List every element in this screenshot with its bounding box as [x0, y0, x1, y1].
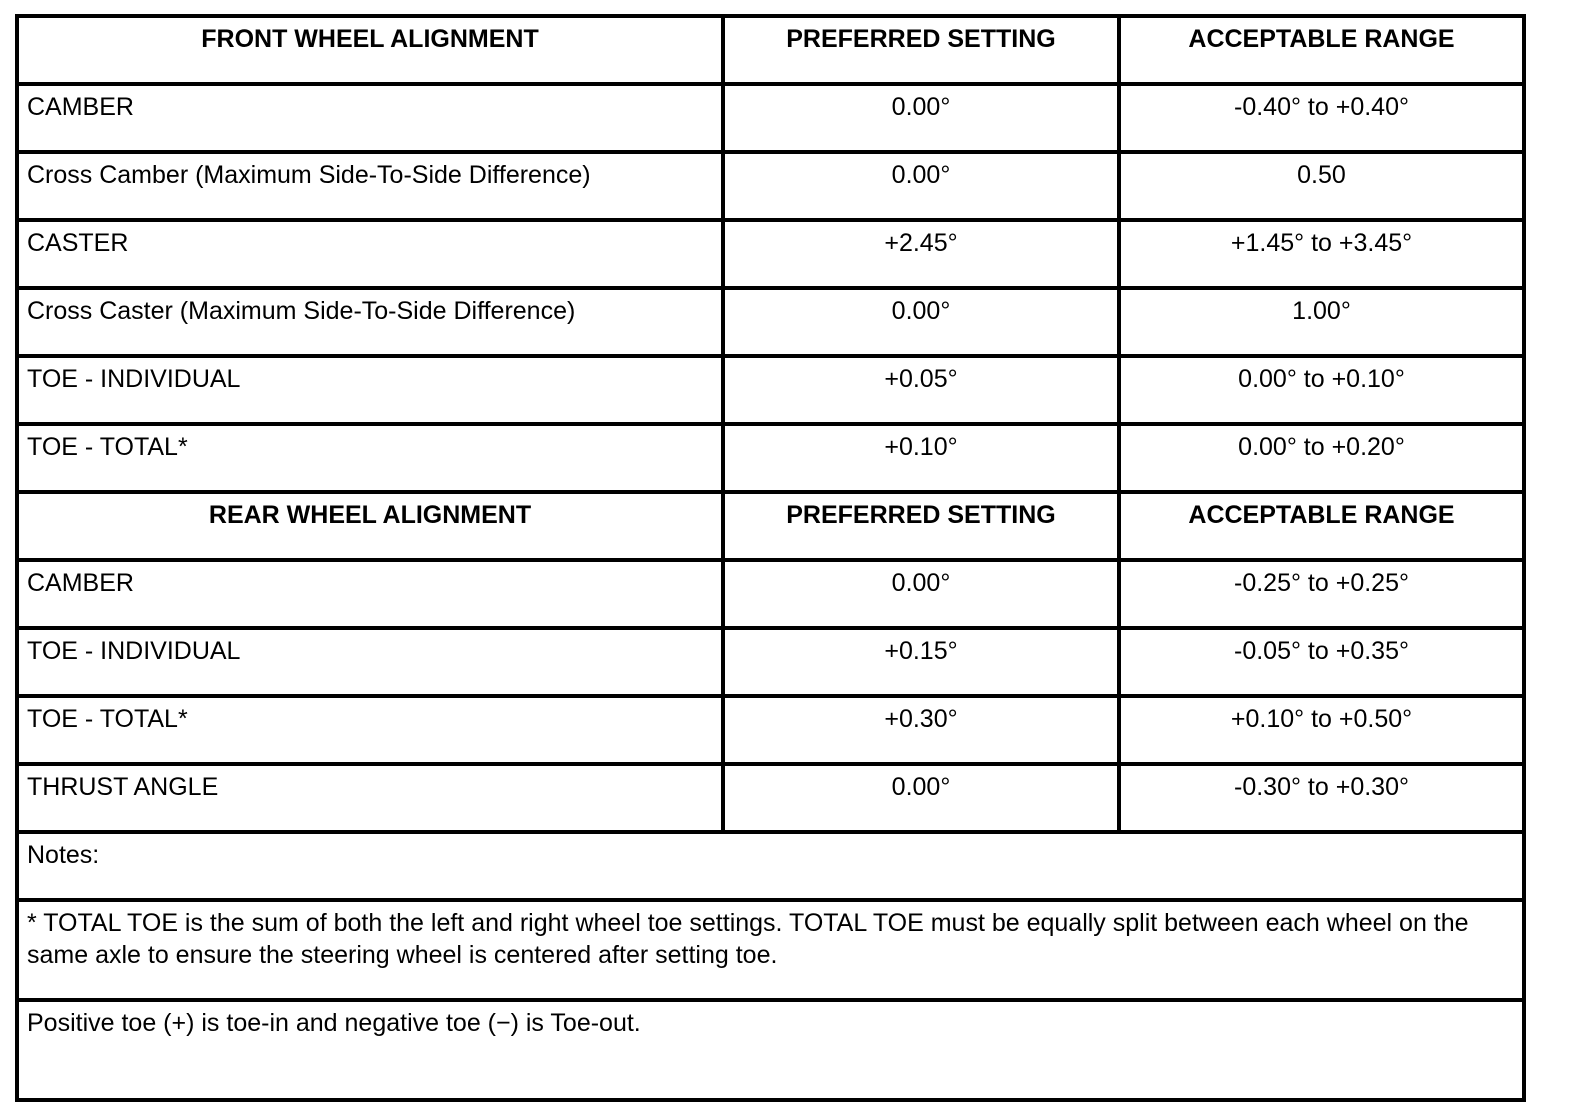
table-row [17, 152, 1524, 220]
spec-label: THRUST ANGLE [17, 764, 723, 832]
range-value: 0.00° to +0.20° [1119, 424, 1524, 492]
rear-header-row [17, 492, 1524, 560]
table-row [17, 764, 1524, 832]
spec-label: CASTER [17, 220, 723, 288]
range-value: +0.10° to +0.50° [1119, 696, 1524, 764]
toe-sign-note-row [17, 1000, 1524, 1100]
range-value: -0.05° to +0.35° [1119, 628, 1524, 696]
rear-preferred-header: PREFERRED SETTING [723, 492, 1119, 560]
table-row [17, 424, 1524, 492]
preferred-value: 0.00° [723, 288, 1119, 356]
range-value: -0.25° to +0.25° [1119, 560, 1524, 628]
total-toe-note: * TOTAL TOE is the sum of both the left and right wheel toe settings. TOTAL TOE must be equally split between each wheel on the same axle to ensure the steering wheel is centered after setting toe. [17, 900, 1524, 1000]
table-row [17, 220, 1524, 288]
preferred-value: +0.15° [723, 628, 1119, 696]
preferred-value: +0.30° [723, 696, 1119, 764]
preferred-value: 0.00° [723, 152, 1119, 220]
preferred-value: +2.45° [723, 220, 1119, 288]
table-row [17, 84, 1524, 152]
range-value: +1.45° to +3.45° [1119, 220, 1524, 288]
notes-label: Notes: [17, 832, 1524, 900]
range-value: 0.00° to +0.10° [1119, 356, 1524, 424]
rear-title-header: REAR WHEEL ALIGNMENT [17, 492, 723, 560]
table-row [17, 696, 1524, 764]
table-row [17, 288, 1524, 356]
preferred-value: 0.00° [723, 560, 1119, 628]
spec-label: TOE - TOTAL* [17, 696, 723, 764]
spec-label: TOE - INDIVIDUAL [17, 628, 723, 696]
spec-label: CAMBER [17, 560, 723, 628]
front-header-row [17, 16, 1524, 84]
preferred-value: 0.00° [723, 764, 1119, 832]
spec-label: Cross Caster (Maximum Side-To-Side Difference) [17, 288, 723, 356]
spec-label: TOE - TOTAL* [17, 424, 723, 492]
toe-sign-note: Positive toe (+) is toe-in and negative toe (−) is Toe-out. [17, 1000, 1524, 1100]
spec-label: Cross Camber (Maximum Side-To-Side Difference) [17, 152, 723, 220]
total-toe-note-row [17, 900, 1524, 1000]
preferred-value: 0.00° [723, 84, 1119, 152]
range-value: 1.00° [1119, 288, 1524, 356]
preferred-value: +0.05° [723, 356, 1119, 424]
preferred-value: +0.10° [723, 424, 1119, 492]
wheel-alignment-spec-table [15, 14, 1526, 1102]
range-value: -0.30° to +0.30° [1119, 764, 1524, 832]
spec-label: TOE - INDIVIDUAL [17, 356, 723, 424]
front-preferred-header: PREFERRED SETTING [723, 16, 1119, 84]
front-title-header: FRONT WHEEL ALIGNMENT [17, 16, 723, 84]
rear-range-header: ACCEPTABLE RANGE [1119, 492, 1524, 560]
table-row [17, 356, 1524, 424]
range-value: 0.50 [1119, 152, 1524, 220]
table-row [17, 560, 1524, 628]
table-row [17, 628, 1524, 696]
front-range-header: ACCEPTABLE RANGE [1119, 16, 1524, 84]
range-value: -0.40° to +0.40° [1119, 84, 1524, 152]
notes-label-row [17, 832, 1524, 900]
spec-label: CAMBER [17, 84, 723, 152]
